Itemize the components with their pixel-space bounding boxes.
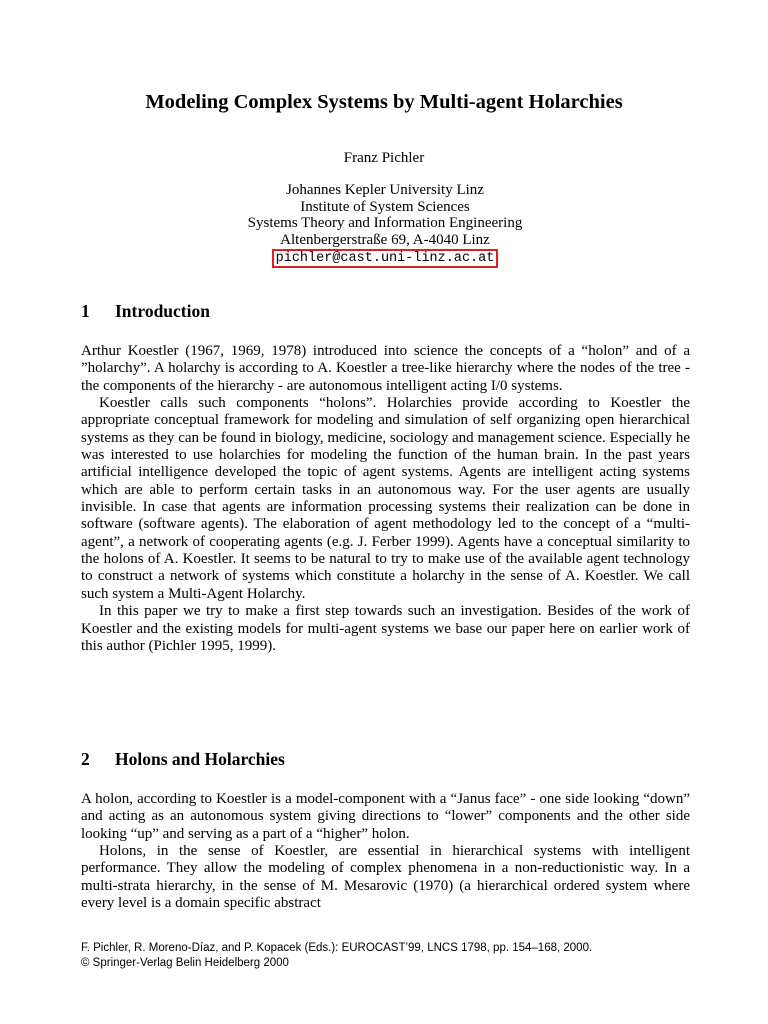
introduction-body	[81, 343, 690, 655]
affiliation-university: Johannes Kepler University Linz	[286, 182, 484, 198]
paragraph: In this paper we try to make a first step towards such an investigation. Besides of the work of Koestler and the existing models for multi-agent systems we base our paper here on earlier work of this author (Pichler 1995, 1999).	[81, 603, 690, 654]
author-name: Franz Pichler	[343, 150, 425, 166]
holons-body	[81, 791, 690, 912]
paragraph: Arthur Koestler (1967, 1969, 1978) introduced into science the concepts of a “holon” and of a ”holarchy”. A holarchy is according to A. Koestler a tree-like hierarchy where the nodes of the tree - the components of the hierarchy - are autonomous intelligent acting I/0 systems.	[81, 343, 690, 394]
section-title: Holons and Holarchies	[115, 749, 285, 769]
affiliation-institute: Institute of System Sciences	[300, 198, 470, 215]
footer-copyright: © Springer-Verlag Belin Heidelberg 2000	[81, 956, 289, 969]
page-footer	[81, 941, 701, 970]
paragraph: Holons, in the sense of Koestler, are essential in hierarchical systems with intelligent performance. They allow the modeling of complex phenomena in a non-reductionistic way. In a multi-strata hierarchy, in the sense of M. Mesarovic (1970) (a hierarchical ordered system where every level is a domain specific abstract	[81, 843, 690, 912]
section-number: 2	[81, 749, 90, 769]
affiliation-address: Altenbergerstraße 69, A-4040 Linz	[280, 231, 490, 248]
paragraph: Koestler calls such components “holons”. Holarchies provide according to Koestler the appropriate conceptual framework for modeling and simulation of self organizing open hierarchical systems as they can be found in biology, medicine, sociology and management science. Especially he was interested to use holarchies for modeling the function of the human brain. In the past years artificial intelligence developed the topic of agent systems. Agents are intelligent acting systems which are able to perform certain tasks in an autonomous way. For the user agents are usually invisible. In case that agents are information processing systems their realization can be done in software (software agents). The elaboration of agent methodology led to the concept of a “multi-agent”, a network of cooperating agents (e.g. J. Ferber 1999). Agents have a conceptual similarity to the holons of A. Koestler. It seems to be natural to try to make use of the available agent technology to construct a network of systems which constitute a holarchy in the sense of A. Koestler. We call such system a Multi-Agent Holarchy.	[81, 395, 690, 602]
affiliation-department: Systems Theory and Information Engineering	[247, 215, 523, 231]
section-number: 1	[81, 301, 90, 321]
paper-title: Modeling Complex Systems by Multi-agent Holarchies	[145, 91, 623, 113]
section-title: Introduction	[115, 301, 210, 321]
author-email-link[interactable]: pichler@cast.uni-linz.ac.at	[272, 249, 499, 268]
section-heading-introduction	[81, 300, 210, 322]
section-heading-holons-and-holarchies	[81, 748, 285, 770]
footer-citation: F. Pichler, R. Moreno-Díaz, and P. Kopacek (Eds.): EUROCAST’99, LNCS 1798, pp. 154–168, 2000.	[81, 942, 593, 954]
paragraph: A holon, according to Koestler is a model-component with a “Janus face” - one side looking “down” and acting as an autonomous system giving directions to “lower” components and the other side looking “up” and serving as a part of a “higher” holon.	[81, 791, 690, 842]
affiliation-block	[0, 182, 768, 268]
